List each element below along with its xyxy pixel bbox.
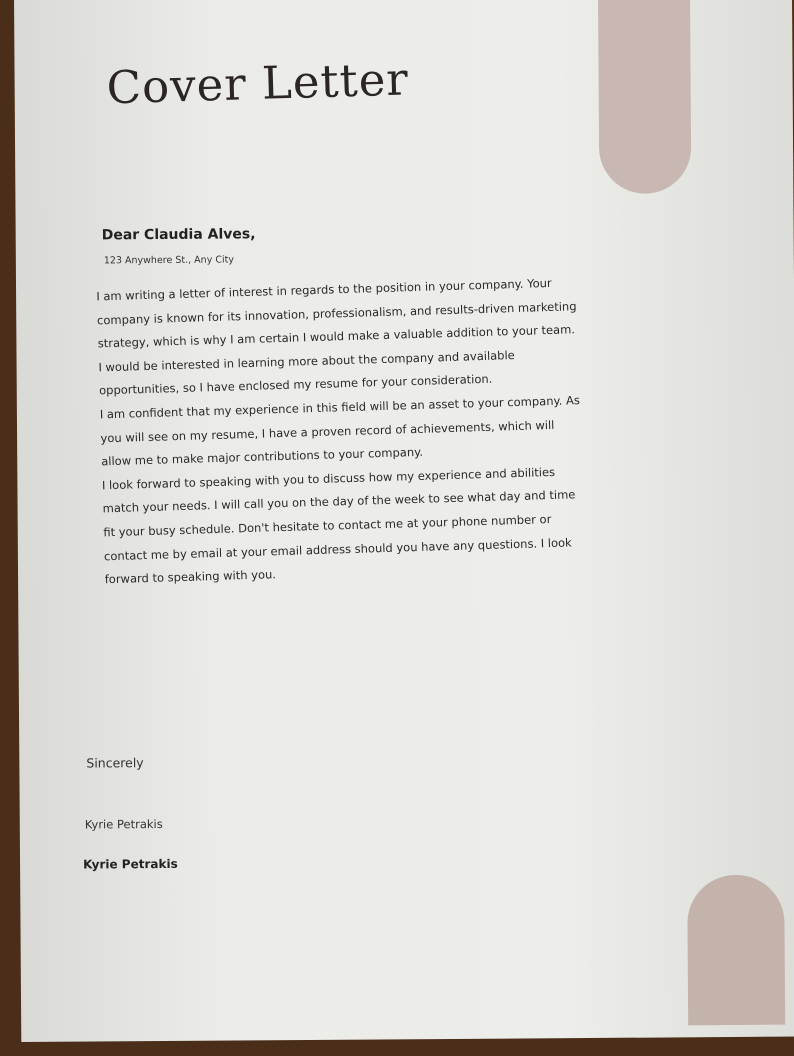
signer-name: Kyrie Petrakis — [83, 856, 178, 872]
body-line: I am confident that my experience in this field will be an asset to your company. As — [99, 393, 581, 422]
body-line: company is known for its innovation, professionalism, and results-driven marketing — [96, 298, 577, 328]
body-line: contact me by email at your email address should you have any questions. I look — [103, 534, 572, 563]
body-line: you will see on my resume, I have a proven record of achievements, which will — [100, 417, 555, 445]
recipient-address: 123 Anywhere St., Any City — [103, 254, 234, 267]
closing: Sincerely — [86, 755, 144, 771]
body-line: match your needs. I will call you on the day of the week to see what day and time — [102, 487, 576, 516]
body-line: allow me to make major contributions to your company. — [101, 444, 424, 469]
decorative-shape-bottom — [687, 875, 785, 1026]
body-line: I would be interested in learning more about the company and available — [98, 347, 515, 375]
body-line: fit your busy schedule. Don't hesitate to contact me at your phone number or — [103, 511, 552, 540]
letter-page — [14, 0, 794, 1042]
greeting: Dear Claudia Alves, — [101, 226, 256, 244]
signature: Kyrie Petrakis — [84, 816, 163, 832]
body-line: forward to speaking with you. — [104, 567, 277, 587]
decorative-shape-top — [598, 0, 692, 194]
body-line: strategy, which is why I am certain I would make a valuable addition to your team. — [97, 322, 576, 351]
body-line: I am writing a letter of interest in regards to the position in your company. Your — [96, 275, 552, 304]
letter-body — [96, 267, 725, 592]
body-line: opportunities, so I have enclosed my resume for your consideration. — [98, 372, 493, 398]
body-line: I look forward to speaking with you to discuss how my experience and abilities — [101, 464, 556, 493]
page-title: Cover Letter — [105, 52, 410, 115]
